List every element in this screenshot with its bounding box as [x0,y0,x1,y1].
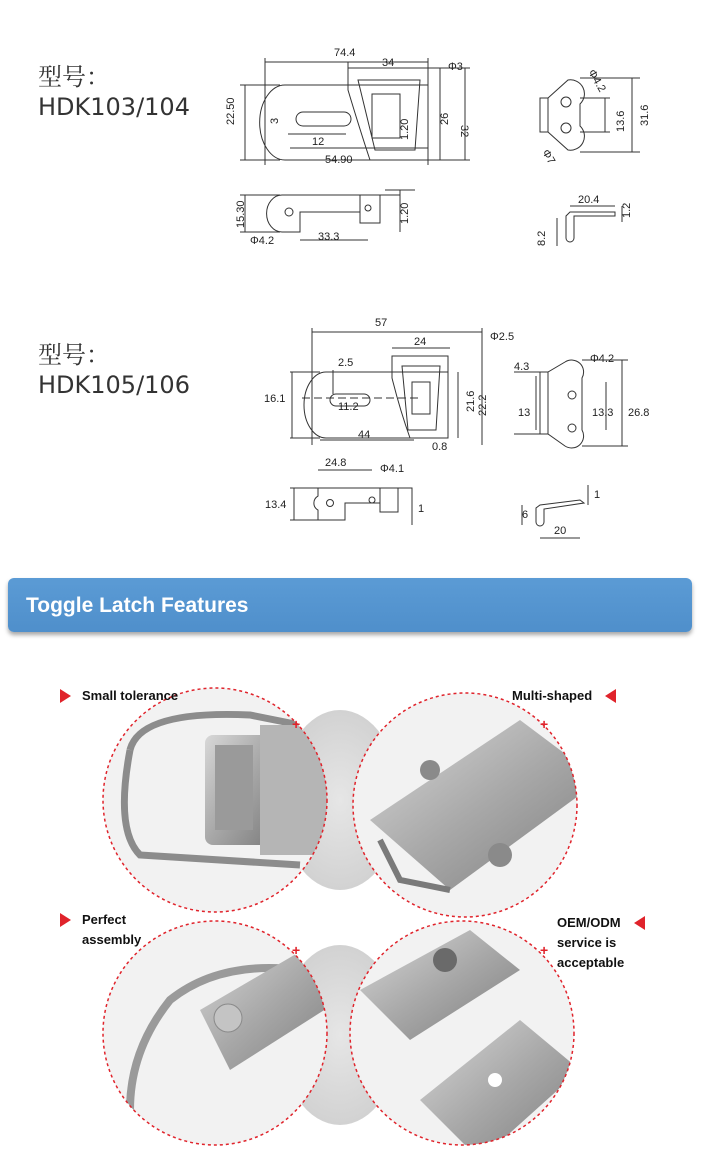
model-2-prefix: 型号： [38,341,110,369]
dim: 12 [312,136,325,148]
feature-label-multi-shaped: Multi-shaped [512,688,593,703]
model-2-dimension-text [264,317,649,537]
model-1-hook-view [557,206,622,246]
dim: 0.8 [432,441,448,453]
dim: 31.6 [639,104,651,126]
right-arrow-icon [60,913,71,927]
dim: 22.2 [477,394,489,416]
banner-title: Toggle Latch Features [26,594,249,617]
dim: Φ7 [539,147,558,167]
dim: 26.8 [628,407,650,419]
model-1-name: HDK103/104 [38,93,190,121]
plus-icon: + [540,942,549,958]
left-arrow-icon [634,916,645,930]
model-2-end-view [514,360,628,448]
dim: 13.6 [615,110,627,132]
feature-photos [0,640,701,1171]
feature-label-small-tolerance: Small tolerance [82,688,179,703]
model-1-dimension-text [225,47,651,247]
dim: Φ4.1 [380,463,405,475]
photo-perfect-assembly [103,921,340,1145]
dim: Φ4.2 [585,67,608,95]
plus-icon: + [292,942,301,958]
feature-label-oem-odm: OEM/ODM service is acceptable [557,915,625,970]
dim: 8.2 [536,230,548,246]
photo-multi-shaped [353,693,600,917]
dim: 54.90 [325,154,353,166]
dim: 24.8 [325,457,347,469]
dim: 33.3 [318,231,340,243]
dim: 44 [358,429,371,441]
plus-icon: + [292,716,301,732]
dim: 1.20 [399,202,411,224]
dim: 1 [594,489,601,501]
left-arrow-icon [605,689,616,703]
model-2-name: HDK105/106 [38,371,190,399]
dim: 20.4 [578,194,600,206]
model-1-top-view [240,58,470,165]
dim: 3 [269,117,281,124]
dim: 13 [518,407,531,419]
dim: 11.2 [338,401,359,413]
dim: 32 [458,125,470,138]
model-2-top-view [290,328,482,445]
dim: 2.5 [338,357,354,369]
model-1-prefix: 型号： [38,63,110,91]
feature-label-perfect-assembly: Perfect assembly [82,912,142,947]
dim: Φ4.2 [250,235,275,247]
dim: Φ3 [448,61,463,73]
dim: 4.3 [514,361,530,373]
dim: 13.4 [265,499,287,511]
plus-icon: + [540,716,549,732]
dim: Φ2.5 [490,331,515,343]
dim: 1 [418,503,425,515]
dim: 16.1 [264,393,286,405]
dim: 6 [522,509,529,521]
dim: 13.3 [592,407,614,419]
dim: 24 [414,336,427,348]
dim: 26 [439,112,451,125]
dim: 1.2 [621,202,633,218]
dim: Φ4.2 [590,353,615,365]
dim: 57 [375,317,388,329]
features-banner [8,578,692,632]
dim: 20 [554,525,567,537]
dim: 21.6 [465,390,477,412]
dim: 74.4 [334,47,356,59]
dim: 34 [382,57,395,69]
dim: 1.20 [399,118,411,140]
right-arrow-icon [60,689,71,703]
technical-drawings [0,0,701,560]
model-2-side-view [290,470,412,525]
dim: 15.30 [235,200,247,228]
dim: 22.50 [225,97,237,125]
